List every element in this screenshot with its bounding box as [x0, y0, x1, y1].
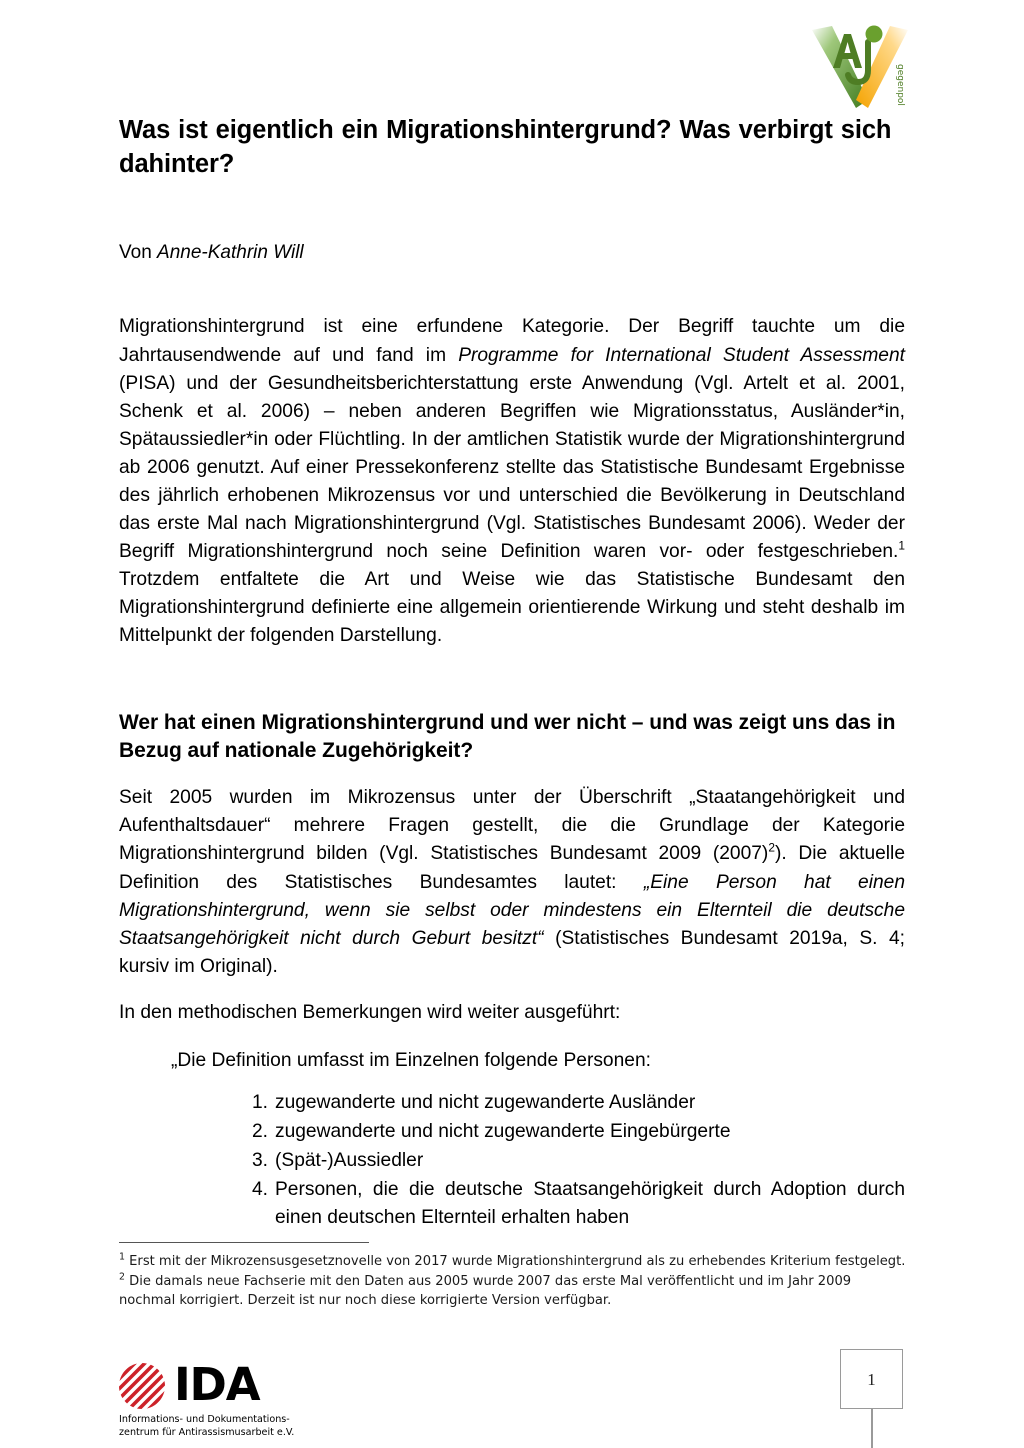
- section-text-part-c: (Statistisches Bundesamt 2019a, S. 4; kursiv im Original).: [119, 927, 905, 977]
- footnote-2-text: Die damals neue Fachserie mit den Daten aus 2005 wurde 2007 das erste Mal veröffentlicht und im Jahr 2009 nochmal korrigiert. Derzeit ist nur noch diese korrigierte Version verfügbar.: [119, 1273, 852, 1308]
- gegenpol-wordmark: gegenpol: [895, 64, 905, 106]
- list-item: [119, 1176, 905, 1232]
- ida-logo: [118, 1358, 418, 1442]
- intro-text-part-3: Trotzdem entfaltete die Art und Weise wie das Statistische Bundesamt den Migrationshintergrund definierte eine allgemein orientierende Wirkung und steht deshalb im Mittelpunkt der folgenden Darstellung.: [119, 569, 905, 647]
- page-number-stem-line: [871, 1409, 873, 1448]
- list-item-text: zugewanderte und nicht zugewanderte Eingebürgerte: [275, 1121, 731, 1143]
- list-item-text: Personen, die die deutsche Staatsangehörigkeit durch Adoption durch einen deutschen Elternteil erhalten haben: [275, 1179, 905, 1229]
- section-text-part-a: Seit 2005 wurden im Mikrozensus unter der Überschrift „Staatangehörigkeit und Aufenthaltsdauer“ mehrere Fragen gestellt, die die Grundlage der Kategorie Migrationshintergrund bilden (Vgl. Statistisches Bundesamt 2009 (2007): [119, 787, 905, 865]
- footnote-block: [119, 1242, 909, 1311]
- byline: [119, 182, 905, 267]
- footnote-1-text: Erst mit der Mikrozensusgesetznovelle von 2017 wurde Migrationshintergrund als zu erhebendes Kriterium festgelegt.: [125, 1254, 906, 1269]
- footnote-2: [119, 1272, 909, 1311]
- document-content: [119, 0, 905, 1234]
- intro-paragraph: [119, 266, 905, 650]
- list-item: [119, 1118, 905, 1146]
- list-item-text: (Spät-)Aussiedler: [275, 1150, 424, 1172]
- definition-quote-italic: „Eine Person hat einen Migrationshintergrund, wenn sie selbst oder mindestens ein Elternteil die deutsche Staatsangehörigkeit nicht durch Geburt besitzt“: [119, 871, 905, 949]
- byline-prefix: Von: [119, 241, 158, 263]
- definition-list: [119, 1075, 905, 1232]
- ida-subtitle-line-1: Informations- und Dokumentations-: [119, 1414, 290, 1425]
- list-item-text: zugewanderte und nicht zugewanderte Ausländer: [275, 1092, 696, 1114]
- ida-mark-icon: [118, 1362, 166, 1410]
- page-number: 1: [867, 1370, 876, 1389]
- footnote-2-marker: 2: [119, 1271, 125, 1283]
- section-heading: Wer hat einen Migrationshintergrund und wer nicht – und was zeigt uns das in Bezug auf nationale Zugehörigkeit?: [119, 710, 896, 762]
- intro-text-part-1: Migrationshintergrund ist eine erfundene Kategorie. Der Begriff tauchte um die Jahrtausendwende auf und fand im: [119, 316, 905, 366]
- author-name: Anne-Kathrin Will: [157, 241, 304, 263]
- page-title: Was ist eigentlich ein Migrationshintergrund? Was verbirgt sich dahinter?: [119, 116, 892, 178]
- quote-opening-line: „Die Definition umfasst im Einzelnen folgende Personen:: [171, 1049, 651, 1071]
- footnote-separator-rule: [119, 1242, 369, 1243]
- list-item: [119, 1147, 905, 1175]
- ida-subtitle: [119, 1414, 419, 1439]
- section-text-part-b: ). Die aktuelle Definition des Statistisches Bundesamtes lautet:: [119, 843, 905, 893]
- footnote-1: [119, 1252, 909, 1272]
- ida-wordmark: IDA: [174, 1358, 260, 1411]
- ida-subtitle-line-2: zentrum für Antirassismusarbeit e.V.: [119, 1426, 295, 1438]
- footnote-ref-2[interactable]: 2: [768, 841, 775, 856]
- footnote-ref-1[interactable]: 1: [898, 538, 905, 553]
- pisa-title-italic: Programme for International Student Assessment: [458, 344, 905, 366]
- intro-text-part-2: (PISA) und der Gesundheitsberichterstattung erste Anwendung (Vgl. Artelt et al. 2001, Schenk et al. 2006) – neben anderen Begriffen wie Migrationsstatus, Ausländer*in, Spätaussiedler*in oder Flüchtling. In der amtlichen Statistik wurde der Migrationshintergrund ab 2006 genutzt. Auf einer Pressekonferenz stellte das Statistische Bundesamt Ergebnisse des jährlich erhobenen Mikrozensus vor und unterschied die Bevölkerung in Deutschland das erste Mal nach Migrationshintergrund (Vgl. Statistisches Bundesamt 2006). Weder der Begriff Migrationshintergrund noch seine Definition waren vor- oder festgeschrieben.: [119, 372, 905, 563]
- lead-in-paragraph: In den methodischen Bemerkungen wird weiter ausgeführt:: [119, 1001, 621, 1023]
- section-paragraph: [119, 765, 905, 981]
- list-item: [119, 1089, 905, 1117]
- footnote-1-marker: 1: [119, 1251, 125, 1263]
- page-number-box: [840, 1349, 903, 1409]
